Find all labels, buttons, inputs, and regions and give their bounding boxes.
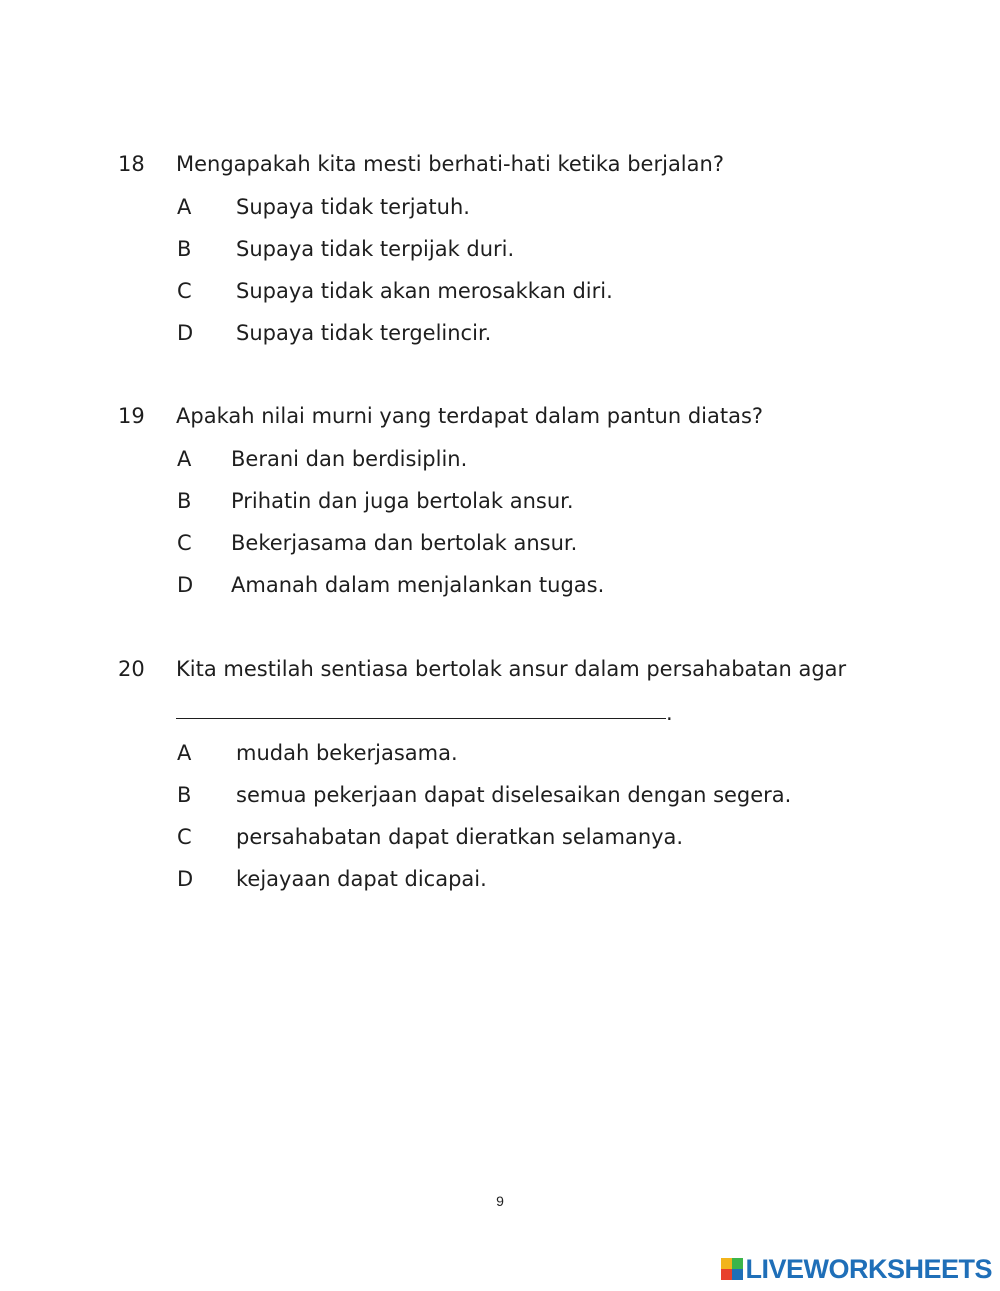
option-text: kejayaan dapat dicapai. — [236, 867, 487, 891]
option-18a[interactable] — [0, 194, 1000, 220]
option-letter: D — [177, 867, 194, 891]
option-letter: A — [177, 447, 192, 471]
option-20a[interactable] — [0, 740, 1000, 766]
option-18d[interactable] — [0, 320, 1000, 346]
option-text: semua pekerjaan dapat diselesaikan dengan segera. — [236, 783, 792, 807]
option-text: Berani dan berdisiplin. — [231, 447, 468, 471]
option-letter: A — [177, 741, 192, 765]
option-text: Supaya tidak terpijak duri. — [236, 237, 515, 261]
option-20d[interactable] — [0, 866, 1000, 892]
option-letter: B — [177, 783, 192, 807]
question-text: Mengapakah kita mesti berhati-hati ketika berjalan? — [176, 152, 724, 176]
question-19 — [0, 403, 1000, 429]
question-number: 18 — [118, 152, 145, 176]
liveworksheets-logo-icon — [721, 1258, 743, 1280]
option-text: Prihatin dan juga bertolak ansur. — [231, 489, 574, 513]
logo-cell — [732, 1258, 743, 1269]
logo-cell — [721, 1269, 732, 1280]
option-letter: C — [177, 279, 192, 303]
question-20 — [0, 656, 1000, 682]
question-number: 19 — [118, 404, 145, 428]
option-text: mudah bekerjasama. — [236, 741, 458, 765]
option-text: Bekerjasama dan bertolak ansur. — [231, 531, 578, 555]
question-text: Apakah nilai murni yang terdapat dalam pantun diatas? — [176, 404, 764, 428]
option-18c[interactable] — [0, 278, 1000, 304]
option-letter: B — [177, 237, 192, 261]
question-number: 20 — [118, 657, 145, 681]
option-letter: D — [177, 321, 194, 345]
option-18b[interactable] — [0, 236, 1000, 262]
option-text: Supaya tidak tergelincir. — [236, 321, 492, 345]
option-19d[interactable] — [0, 572, 1000, 598]
option-19b[interactable] — [0, 488, 1000, 514]
option-letter: C — [177, 825, 192, 849]
option-text: persahabatan dapat dieratkan selamanya. — [236, 825, 684, 849]
option-19c[interactable] — [0, 530, 1000, 556]
option-letter: C — [177, 531, 192, 555]
logo-cell — [732, 1269, 743, 1280]
option-letter: D — [177, 573, 194, 597]
option-20b[interactable] — [0, 782, 1000, 808]
liveworksheets-brand — [721, 1254, 992, 1284]
option-letter: A — [177, 195, 192, 219]
brand-text: LIVEWORKSHEETS — [745, 1253, 992, 1284]
page-number: 9 — [496, 1193, 504, 1209]
option-text: Amanah dalam menjalankan tugas. — [231, 573, 605, 597]
option-19a[interactable] — [0, 446, 1000, 472]
answer-blank-line[interactable] — [176, 718, 666, 719]
answer-blank-end: . — [666, 701, 673, 725]
option-letter: B — [177, 489, 192, 513]
option-text: Supaya tidak terjatuh. — [236, 195, 470, 219]
option-text: Supaya tidak akan merosakkan diri. — [236, 279, 613, 303]
logo-cell — [721, 1258, 732, 1269]
option-20c[interactable] — [0, 824, 1000, 850]
question-text: Kita mestilah sentiasa bertolak ansur dalam persahabatan agar — [176, 657, 847, 681]
question-18 — [0, 151, 1000, 177]
